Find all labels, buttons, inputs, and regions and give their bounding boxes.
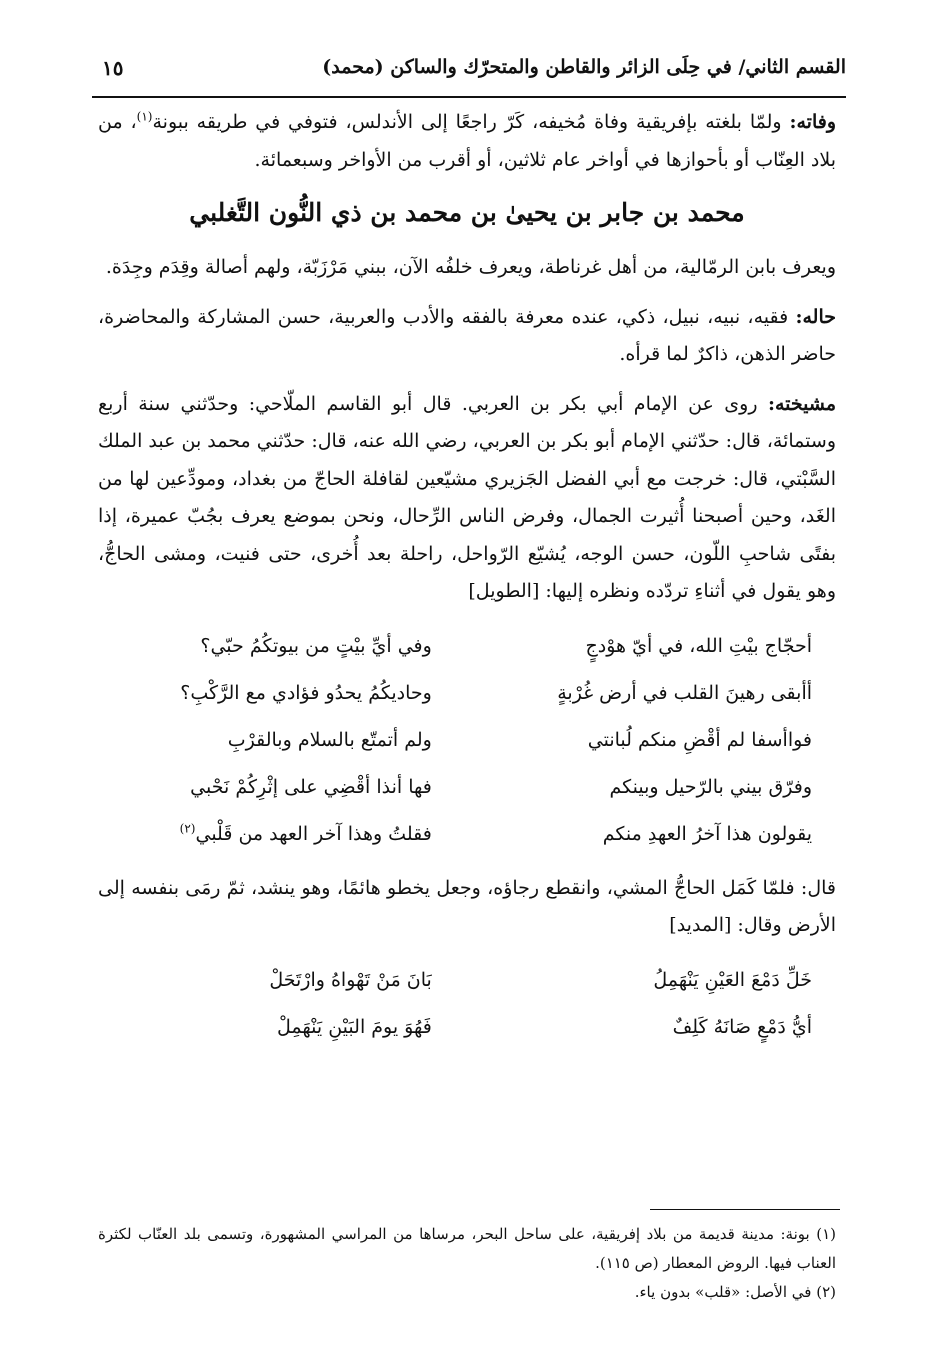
mashyakha-label: مشيخته: [767, 392, 836, 415]
verse-ajuz: فَهُوَ يومَ البَيْنِ يَنْهَمِلْ [277, 1015, 432, 1038]
verse-ajuz: بَانَ مَنْ تَهْواهُ وارْتَحَلْ [269, 968, 432, 991]
page-header [88, 56, 846, 92]
poem-madid [108, 957, 812, 1051]
hal-paragraph [98, 299, 836, 374]
footnote-1-text: بونة: مدينة قديمة من بلاد إفريقية، على ساحل البحر، مرساها من المراسي المشهورة، وتسمى بلد العنّاب لكثرة العناب فيها. الروض المعطار (ص ١١٥). [98, 1225, 836, 1272]
verse-sadr: وفرّق بيني بالرّحيل وبينكم [609, 775, 812, 798]
bio-intro: ويعرف بابن الرمّالية، من أهل غرناطة، ويعرف خلفُه الآن، ببني مَرْزَبّة، ولهم أصالة وقِدَم وجِدَة. [105, 256, 836, 278]
poem-tawil [108, 623, 812, 858]
verse-ajuz: وحاديكُمُ يحدُو فؤادي مع الرَّكْبِ؟ [180, 681, 432, 704]
wafat-text-2: ، من بلاد العِنّاب أو بأحوازها في أواخر عام ثلاثين، أو أقرب من الأواخر وسبعمائة. [98, 111, 836, 171]
running-title: القسم الثاني/ في حِلَى الزائر والقاطن والمتحرّك والساكن (محمد) [322, 56, 846, 78]
poem-verse [108, 957, 812, 1004]
verse-sadr: أأبقى رهينَ القلب في أرض غُرْبةٍ [557, 681, 812, 704]
wafat-text-1: ولمّا بلغته بإفريقية وفاة مُخيفه، كَرّ راجعًا إلى الأندلس، فتوفي في طريقه ببونة [152, 111, 790, 133]
wafat-label: وفاته: [789, 111, 836, 133]
footnote-2 [98, 1278, 836, 1307]
verse-ajuz-text: فقلتُ وهذا آخر العهد من قَلْبي [195, 822, 432, 845]
bio-title: محمد بن جابر بن يحيىٰ بن محمد بن ذي النُّون التَّغلبي [189, 198, 745, 227]
footnote-ref-2[interactable]: (٢) [179, 821, 196, 836]
verse-sadr: خَلِّ دَمْعَ العَيْنِ يَنْهَمِلُ [653, 968, 812, 991]
mashyakha-text: روى عن الإمام أبي بكر بن العربي. قال أبو القاسم الملّاحي: وحدّثني سنة أربع وستمائة، قال: حدّثني الإمام أبو بكر بن العربي، رضي الله عنه، قال: حدّثني محمد بن عبد الملك السَّبْتي، قال: خرجت مع أبي الفضل الجَزيري مشيّعين لقافلة الحاجّ من بغداد، ومودِّعين لها من الغَد، وحين أصبحنا أُثيرت الجمال، وفرض الناس الرِّحال، ونحن بموضع يعرف بجُبّ عميرة، إذا بفتًى شاحبِ اللّون، حسن الوجه، يُشيّع الرّواحل، راحلة بعد أُخرى، حتى فنيت، ومشى الحاجُّ، وهو يقول في أثناءِ تردّده ونظره إليها: [الطويل] [98, 392, 836, 602]
verse-ajuz: ولم أتمتّع بالسلام وبالقرْبِ [227, 728, 432, 751]
header-rule [92, 96, 846, 98]
verse-sadr: فواأسفا لم أقْضِ منكم لُبانتي [587, 728, 812, 751]
footnote-rule [650, 1209, 840, 1210]
poem-verse [108, 764, 812, 811]
footnote-ref-1[interactable]: (١) [136, 109, 153, 124]
poem-verse [108, 670, 812, 717]
mashyakha-paragraph [98, 386, 836, 611]
verse-sadr: أيُّ دَمْعٍ صَانَهُ كَلِفٌ [672, 1015, 812, 1038]
after-poem-paragraph: قال: فلمّا كَمَل الحاجُّ المشي، وانقطع رجاؤه، وجعل يخطو هائمًا، وهو ينشد، ثمّ رمَى بنفسه إلى الأرض وقال: [المديد] [98, 876, 836, 936]
poem-verse [108, 717, 812, 764]
hal-label: حاله: [795, 305, 836, 328]
poem-verse [108, 623, 812, 670]
footnote-2-number: (٢) [816, 1283, 836, 1301]
verse-sadr: أحجّاج بيْتِ الله، في أيّ هوْدجٍ [585, 634, 812, 657]
page-body [98, 104, 836, 1063]
footnote-1 [98, 1220, 836, 1278]
footnotes [98, 1220, 836, 1307]
verse-ajuz: وفي أيِّ بيْتٍ من بيوتكُمُ حبّي؟ [200, 634, 432, 657]
verse-ajuz: فها أنذا أقْضِي على إثْرِكُمْ نَحْبي [190, 775, 432, 798]
footnote-2-text: في الأصل: «قلب» بدون ياء. [634, 1283, 817, 1301]
hal-text: فقيه، نبيه، نبيل، ذكي، عنده معرفة بالفقه والأدب والعربية، حسن المشاركة والمحاضرة، حاضر الذهن، ذاكرٌ لما قرأه. [98, 305, 836, 365]
poem-verse [108, 811, 812, 858]
verse-sadr: يقولون هذا آخرُ العهدِ منكم [602, 822, 812, 845]
footnote-1-number: (١) [816, 1225, 836, 1243]
wafat-paragraph [98, 104, 836, 179]
poem-verse [108, 1004, 812, 1051]
page-number: ١٥ [102, 56, 124, 80]
verse-ajuz [108, 811, 432, 858]
